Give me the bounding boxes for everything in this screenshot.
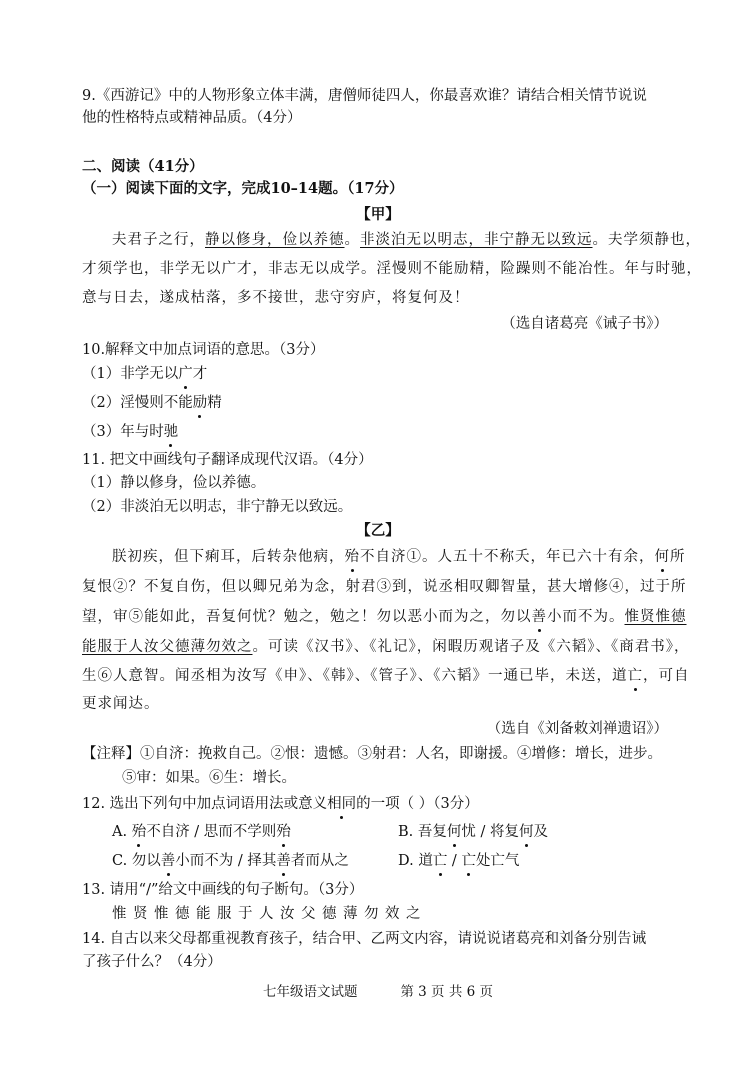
q12-option-a	[112, 822, 291, 842]
q10-item-3	[82, 422, 178, 442]
section-2-heading: 二、阅读（41分）	[82, 158, 204, 175]
notes-line-1: 【注释】①自济：挽救自己。②恨：遗憾。③射君：人名，即谢援。④增修：增长，进步。	[82, 746, 662, 762]
dotted-word: 驰	[163, 424, 179, 440]
q12-stem	[82, 794, 479, 814]
q10-item-1	[82, 364, 207, 384]
yi-text: 所	[670, 549, 686, 565]
q13-stem: 13. 请用“/”给文中画线的句子断句。（3分）	[82, 882, 364, 898]
q9-line-2: 他的性格特点或精神品质。（4分）	[82, 110, 302, 126]
dotted-word: 何	[446, 824, 462, 840]
option-text: /	[447, 853, 462, 869]
q10-item-text: 精	[207, 395, 222, 411]
q10-item-text: （3）年与时	[82, 424, 164, 440]
yi-source: （选自《刘备敕刘禅遗诏》）	[486, 721, 668, 737]
dotted-word: 殆	[276, 824, 291, 840]
yi-line-6: 更求闻达。	[82, 696, 160, 712]
q10-item-text: （2）淫慢则不能	[82, 395, 193, 411]
option-text: 者而从之	[290, 853, 349, 869]
q11-item-1: （1）静以修身，俭以养德。	[82, 475, 266, 491]
q10-item-text: （1）非学无以	[82, 366, 179, 382]
option-text: C. 勿以	[112, 853, 161, 869]
yi-text: ，可自	[643, 668, 690, 684]
jia-line-1	[112, 230, 701, 250]
jia-line-3: 意与日去，遂成枯落，多不接世，悲守穷庐，将复何及！	[82, 290, 470, 306]
dotted-word: 善	[160, 853, 176, 869]
option-text: 不自济 / 思而不学则	[146, 824, 277, 840]
yi-text: 生⑥人意智。闻丞相为汝写《申》、《韩》、《管子》、《六韬》一通已毕，未送，道	[82, 668, 628, 684]
option-text: 忧 / 将复	[461, 824, 519, 840]
q10-stem: 10.解释文中加点词语的意思。（3分）	[82, 342, 325, 358]
q14-line-1: 14. 自古以来父母都重视教育孩子，结合甲、乙两文内容，请说说诸葛亮和刘备分别告诫	[82, 931, 647, 947]
jia-underlined-sentence-1: 静以修身，俭以养德	[205, 232, 345, 248]
q9-line-1: 9.《西游记》中的人物形象立体丰满，唐僧师徒四人，你最喜欢谁？请结合相关情节说说	[82, 88, 647, 104]
dotted-word: 励	[192, 395, 208, 411]
q11-item-2: （2）非淡泊无以明志，非宁静无以致远。	[82, 499, 353, 515]
q12-stem-text: 的一项（ ）（3分）	[356, 796, 479, 812]
dotted-word: 相同	[327, 796, 357, 812]
jia-title: 【甲】	[356, 206, 400, 223]
jia-line-2: 才须学也，非学无以广才，非志无以成学。淫慢则不能励精，险躁则不能冶性。年与时驰，	[82, 261, 702, 277]
q12-option-c	[112, 851, 349, 871]
yi-text: 不自济①。人五十不称夭，年已六十有余，	[360, 549, 655, 565]
yi-line-3	[82, 607, 687, 627]
yi-text: 小而不为。	[547, 609, 625, 625]
yi-title: 【乙】	[356, 522, 400, 539]
yi-line-5	[82, 666, 690, 686]
yi-text: 。可读《汉书》、《礼记》，闲暇历观诸子及《六韬》、《商君书》，	[252, 639, 690, 655]
yi-line-1	[112, 547, 686, 567]
dotted-word: 亡	[627, 668, 643, 684]
option-text: 处亡气	[475, 853, 520, 869]
part-1-heading: （一）阅读下面的文字，完成10–14题。（17分）	[82, 180, 404, 197]
q12-stem-text: 12. 选出下列句中加点词语用法或意义	[82, 796, 328, 812]
yi-line-2: 复恨②？不复自伤，但以卿兄弟为念，射君③到，说丞相叹卿智量，甚大增修④，过于所	[82, 579, 687, 595]
q13-sentence: 惟贤惟德能服于人汝父德薄勿效之	[112, 906, 427, 922]
option-text: 及	[533, 824, 548, 840]
jia-text: 。夫学须静也，	[592, 232, 701, 248]
option-text: D. 道	[398, 853, 433, 869]
dotted-word: 何	[654, 549, 670, 565]
jia-underlined-sentence-2: 非淡泊无以明志，非宁静无以致远	[360, 232, 593, 248]
q12-option-b	[398, 822, 548, 842]
q10-item-2	[82, 393, 222, 413]
jia-text: 。	[344, 232, 360, 248]
dotted-word: 殆	[344, 549, 360, 565]
dotted-word: 善	[276, 853, 291, 869]
yi-underlined-sentence: 惟贤惟德	[624, 609, 687, 625]
yi-underlined-sentence: 能服于人汝父德薄勿效之	[82, 639, 253, 655]
yi-line-4	[82, 637, 690, 657]
option-text: A.	[112, 824, 132, 840]
yi-text: 朕初疾，但下痢耳，后转杂他病，	[112, 549, 345, 565]
dotted-word: 何	[518, 824, 534, 840]
q12-option-d	[398, 851, 519, 871]
dotted-word: 殆	[131, 824, 147, 840]
q11-stem: 11. 把文中画线句子翻译成现代汉语。（4分）	[82, 452, 373, 468]
dotted-word: 亡	[432, 853, 448, 869]
dotted-word: 善	[531, 609, 547, 625]
jia-source: （选自诸葛亮《诫子书》）	[501, 316, 668, 332]
jia-text: 夫君子之行，	[112, 232, 205, 248]
option-text: 小而不为 / 择其	[175, 853, 277, 869]
q14-line-2: 了孩子什么？（4分）	[82, 954, 222, 970]
dotted-word: 广	[178, 366, 193, 382]
notes-line-2: ⑤审：如果。⑥生：增长。	[122, 770, 296, 786]
dotted-word: 亡	[461, 853, 476, 869]
q10-item-text: 才	[192, 366, 208, 382]
option-text: B. 吾复	[398, 824, 447, 840]
page-footer: 七年级语文试题 第 3 页 共 6 页	[262, 984, 494, 1000]
yi-text: 望，审⑤能如此，吾复何忧？勉之，勉之！勿以恶小而为之，勿以	[82, 609, 532, 625]
